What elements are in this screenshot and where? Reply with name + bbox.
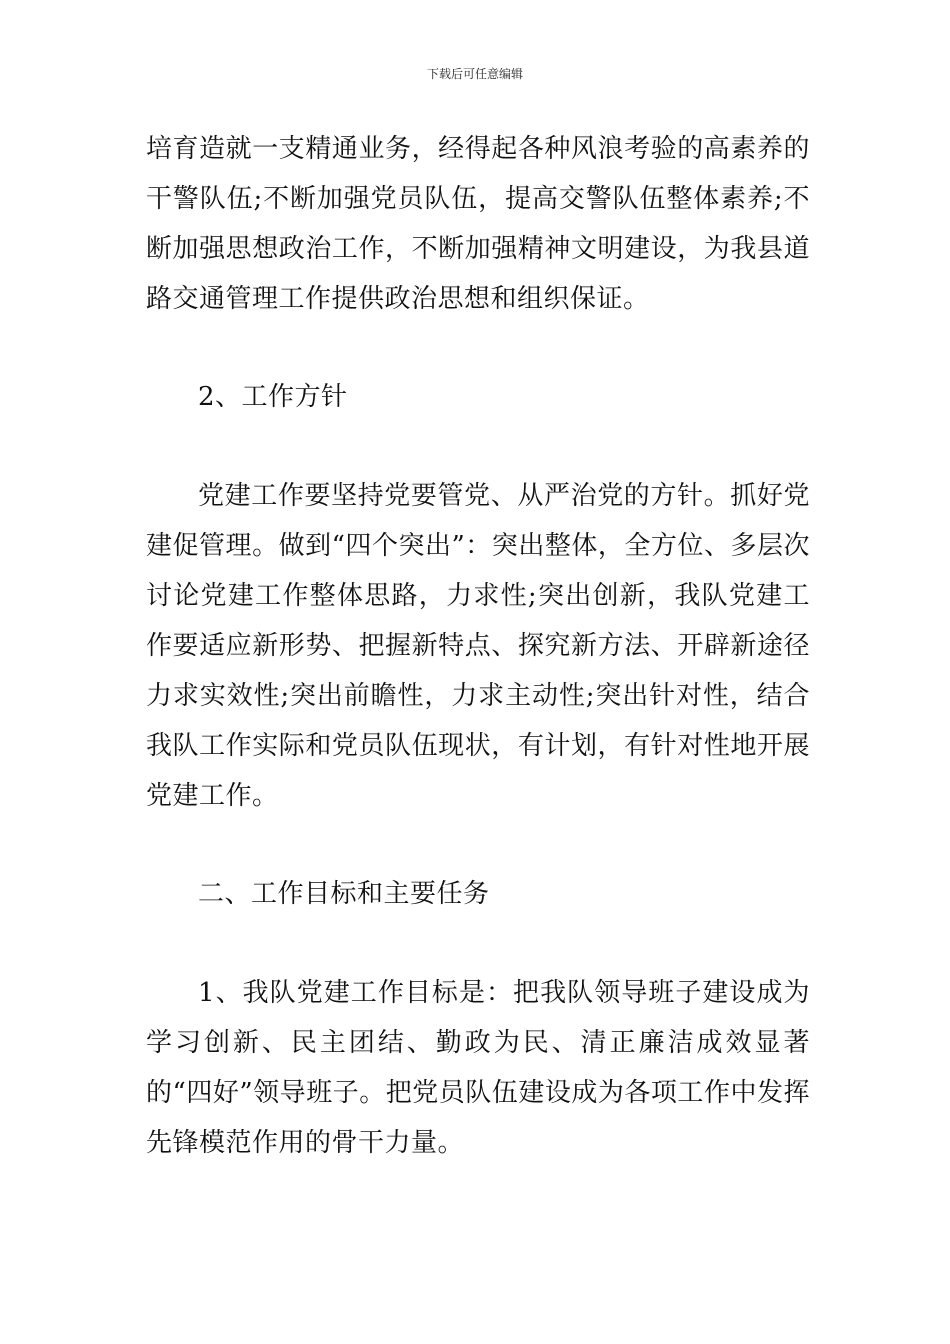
paragraph-work-guideline: 党建工作要坚持党要管党、从严治党的方针。抓好党建促管理。做到“四个突出”：突出整体，全方位、多层次讨论党建工作整体思路，力求性;突出创新，我队党建工作要适应新形势、把握新特点、探究新方法、开辟新途径力求实效性;突出前瞻性，力求主动性;突出针对性，结合我队工作实际和党员队伍现状，有计划，有针对性地开展党建工作。 <box>146 481 810 811</box>
heading-goals-and-tasks: 二、工作目标和主要任务 <box>198 879 490 909</box>
heading-work-guideline: 2、工作方针 <box>198 382 348 412</box>
paragraph-party-building-goal: 1、我队党建工作目标是：把我队领导班子建设成为学习创新、民主团结、勤政为民、清正廉洁成效显著的“四好”领导班子。把党员队伍建设成为各项工作中发挥先锋模范作用的骨干力量。 <box>146 978 810 1158</box>
page-header-note: 下载后可任意编辑 <box>426 67 523 81</box>
paragraph-team-building: 培育造就一支精通业务，经得起各种风浪考验的高素养的干警队伍;不断加强党员队伍，提高交警队伍整体素养;不断加强思想政治工作，不断加强精神文明建设，为我县道路交通管理工作提供政治思想和组织保证。 <box>146 134 810 314</box>
